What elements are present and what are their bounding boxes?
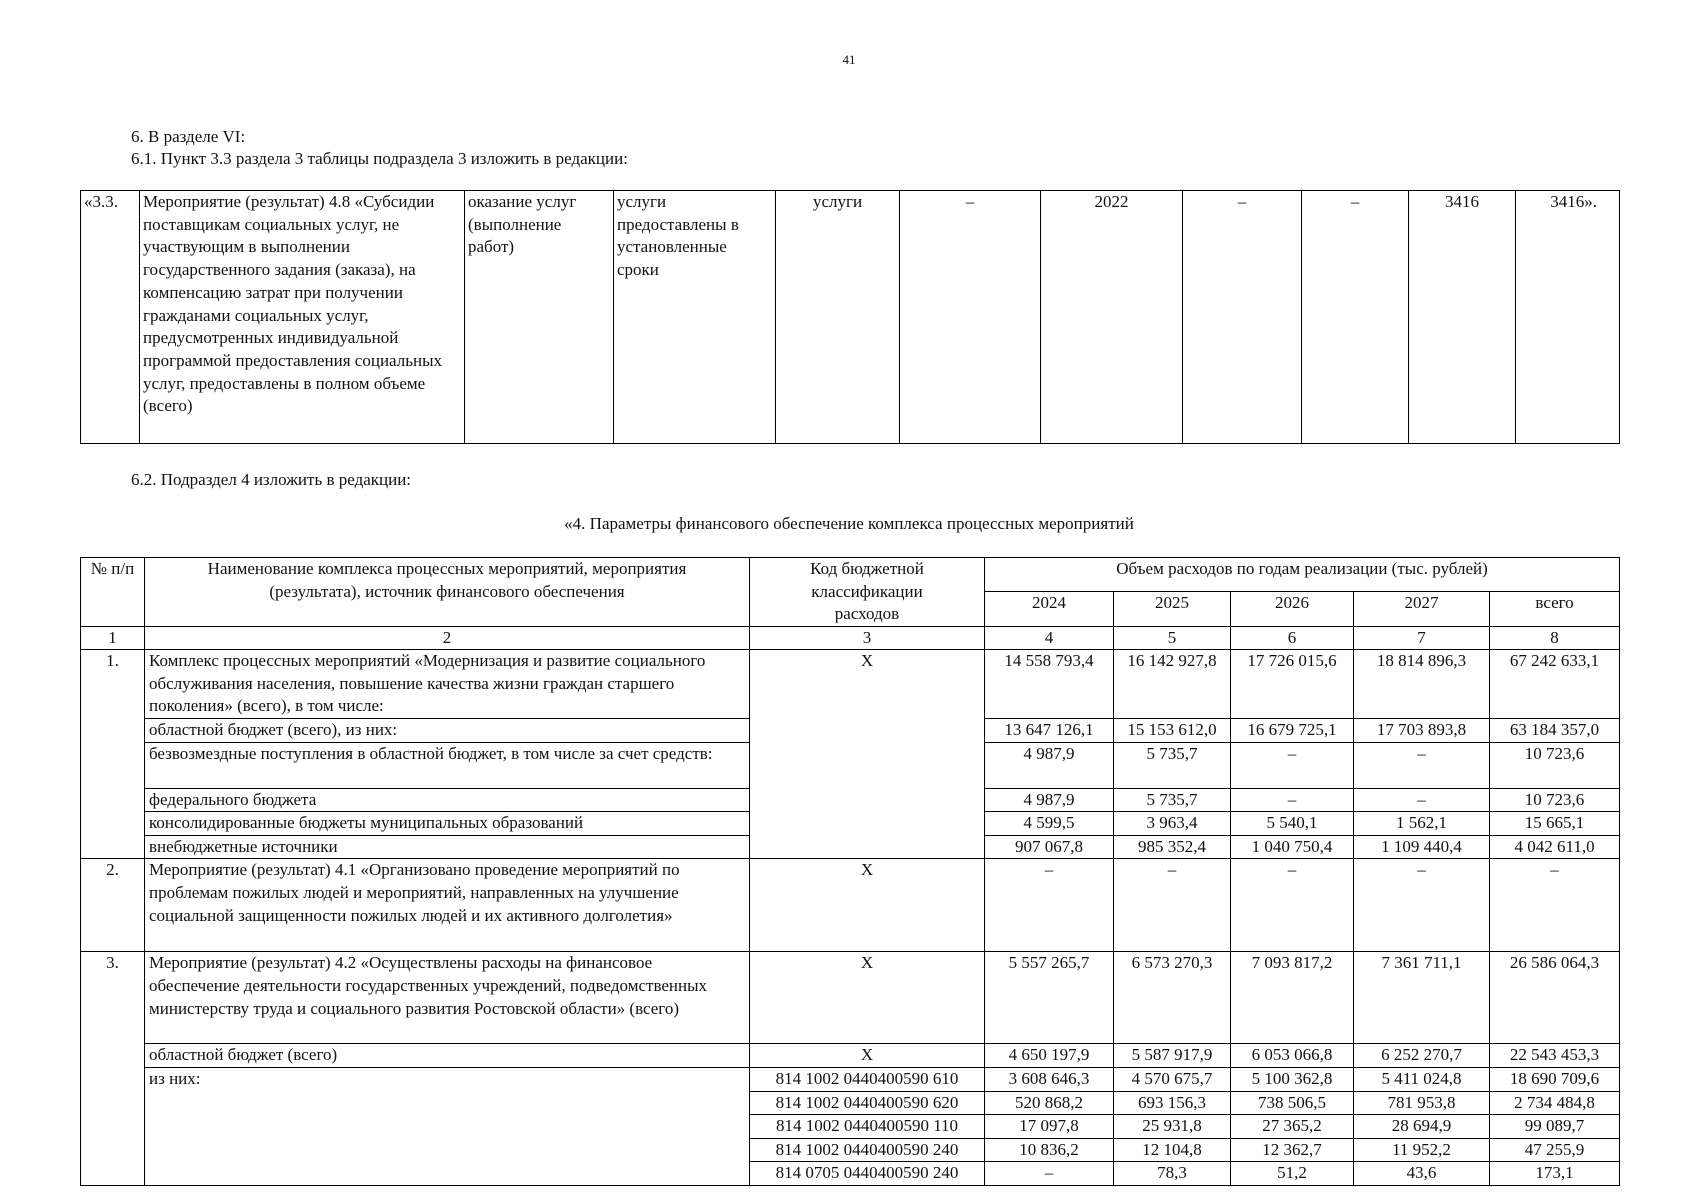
table-row <box>81 191 1620 444</box>
value-2025: 5 735,7 <box>1114 742 1231 788</box>
row-number: 1. <box>81 650 145 859</box>
value-2027: 17 703 893,8 <box>1354 719 1490 743</box>
value-2026: – <box>1231 742 1354 788</box>
column-number-row <box>81 626 1620 650</box>
value-total: – <box>1490 859 1620 952</box>
value-2025: 4 570 675,7 <box>1114 1068 1231 1092</box>
col-number: 1 <box>81 626 145 650</box>
value-2024: 17 097,8 <box>985 1115 1114 1139</box>
value-2025: 5 587 917,9 <box>1114 1044 1231 1068</box>
row-code: 814 1002 0440400590 610 <box>750 1068 985 1092</box>
value-total: 63 184 357,0 <box>1490 719 1620 743</box>
value-2025: 16 142 927,8 <box>1114 650 1231 719</box>
value-2026: 1 040 750,4 <box>1231 835 1354 859</box>
value-2027: 18 814 896,3 <box>1354 650 1490 719</box>
value-2024: 4 599,5 <box>985 812 1114 836</box>
value-total: 10 723,6 <box>1490 788 1620 812</box>
value-2027: – <box>1354 788 1490 812</box>
value-2025: 5 735,7 <box>1114 788 1231 812</box>
row-code: 814 1002 0440400590 620 <box>750 1091 985 1115</box>
header-row <box>81 558 1620 592</box>
paragraph-6-1: 6.1. Пункт 3.3 раздела 3 таблицы подраздела 3 изложить в редакции: <box>131 149 628 168</box>
value-2027: 28 694,9 <box>1354 1115 1490 1139</box>
header-total: всего <box>1490 592 1620 626</box>
row-number: 3. <box>81 952 145 1186</box>
value-2026: 16 679 725,1 <box>1231 719 1354 743</box>
header-num: № п/п <box>81 558 145 627</box>
col-number: 7 <box>1354 626 1490 650</box>
table-row <box>81 1044 1620 1068</box>
value-2024: – <box>985 859 1114 952</box>
section-heading: 6. В разделе VI: <box>131 127 246 146</box>
value-2025: 693 156,3 <box>1114 1091 1231 1115</box>
row-name: Комплекс процессных мероприятий «Модернизация и развитие социального обслуживания населения, повышение качества жизни граждан старшего поколения» (всего), в том числе: <box>145 650 750 719</box>
value-2027: 1 109 440,4 <box>1354 835 1490 859</box>
value-2027: 7 361 711,1 <box>1354 952 1490 1044</box>
cell-10: 3416 <box>1409 191 1516 444</box>
header-year-2026: 2026 <box>1231 592 1354 626</box>
value-2027: – <box>1354 742 1490 788</box>
value-2024: 10 836,2 <box>985 1138 1114 1162</box>
value-2027: 43,6 <box>1354 1162 1490 1186</box>
measure-name: Мероприятие (результат) 4.8 «Субсидии поставщикам социальных услуг, не участвующим в выполнении государственного задания (заказа), на компенсацию затрат при получении гражданами социальных услуг, предусмотренных индивидуальной программой предоставления социальных услуг, предоставлены в полном объеме (всего) <box>140 191 465 444</box>
value-2027: 6 252 270,7 <box>1354 1044 1490 1068</box>
value-2027: 1 562,1 <box>1354 812 1490 836</box>
value-2025: 3 963,4 <box>1114 812 1231 836</box>
value-total: 26 586 064,3 <box>1490 952 1620 1044</box>
paragraph-6-2: 6.2. Подраздел 4 изложить в редакции: <box>131 470 412 489</box>
row-name: внебюджетные источники <box>145 835 750 859</box>
value-2026: 17 726 015,6 <box>1231 650 1354 719</box>
row-name: федерального бюджета <box>145 788 750 812</box>
col-number: 3 <box>750 626 985 650</box>
col-number: 2 <box>145 626 750 650</box>
cell-11: 3416». <box>1516 191 1620 444</box>
value-2024: 14 558 793,4 <box>985 650 1114 719</box>
value-2025: – <box>1114 859 1231 952</box>
measure-type: оказание услуг (выполнение работ) <box>465 191 614 444</box>
value-2027: – <box>1354 859 1490 952</box>
row-name: Мероприятие (результат) 4.2 «Осуществлены расходы на финансовое обеспечение деятельности государственных учреждений, подведомственных министерству труда и социального развития Ростовской области» (всего) <box>145 952 750 1044</box>
value-2026: 27 365,2 <box>1231 1115 1354 1139</box>
value-2024: 4 987,9 <box>985 742 1114 788</box>
header-year-2025: 2025 <box>1114 592 1231 626</box>
value-2024: 5 557 265,7 <box>985 952 1114 1044</box>
value-2027: 781 953,8 <box>1354 1091 1490 1115</box>
col-number: 5 <box>1114 626 1231 650</box>
measure-characteristic: услуги предоставлены в установленные сроки <box>614 191 776 444</box>
value-2024: – <box>985 1162 1114 1186</box>
row-name: Мероприятие (результат) 4.1 «Организовано проведение мероприятий по проблемам пожилых людей и мероприятий, направленных на улучшение социальной защищенности пожилых людей и их активного долголетия» <box>145 859 750 952</box>
value-total: 10 723,6 <box>1490 742 1620 788</box>
row-code: Х <box>750 859 985 952</box>
row-name: безвозмездные поступления в областной бюджет, в том числе за счет средств: <box>145 742 750 788</box>
value-2025: 15 153 612,0 <box>1114 719 1231 743</box>
financing-table <box>80 557 1620 1186</box>
header-year-2027: 2027 <box>1354 592 1490 626</box>
row-name: областной бюджет (всего), из них: <box>145 719 750 743</box>
row-code: 814 0705 0440400590 240 <box>750 1162 985 1186</box>
value-2026: 5 100 362,8 <box>1231 1068 1354 1092</box>
table-title: «4. Параметры финансового обеспечение комплекса процессных мероприятий <box>564 514 1134 533</box>
header-volume: Объем расходов по годам реализации (тыс. рублей) <box>985 558 1620 592</box>
row-code: Х <box>750 650 985 859</box>
value-2025: 78,3 <box>1114 1162 1231 1186</box>
table-row <box>81 859 1620 952</box>
value-total: 22 543 453,3 <box>1490 1044 1620 1068</box>
value-2025: 6 573 270,3 <box>1114 952 1231 1044</box>
table-row <box>81 1068 1620 1092</box>
value-2025: 25 931,8 <box>1114 1115 1231 1139</box>
value-total: 2 734 484,8 <box>1490 1091 1620 1115</box>
value-total: 173,1 <box>1490 1162 1620 1186</box>
value-2026: 12 362,7 <box>1231 1138 1354 1162</box>
value-2024: 3 608 646,3 <box>985 1068 1114 1092</box>
value-2026: 51,2 <box>1231 1162 1354 1186</box>
row-name: консолидированные бюджеты муниципальных образований <box>145 812 750 836</box>
header-code: Код бюджетной классификации расходов <box>750 558 985 627</box>
value-2024: 13 647 126,1 <box>985 719 1114 743</box>
col-number: 4 <box>985 626 1114 650</box>
row-name: областной бюджет (всего) <box>145 1044 750 1068</box>
value-2026: 738 506,5 <box>1231 1091 1354 1115</box>
value-total: 47 255,9 <box>1490 1138 1620 1162</box>
table-row <box>81 952 1620 1044</box>
value-total: 18 690 709,6 <box>1490 1068 1620 1092</box>
header-year-2024: 2024 <box>985 592 1114 626</box>
value-2026: 6 053 066,8 <box>1231 1044 1354 1068</box>
row-code: Х <box>750 952 985 1044</box>
table-item-3-3 <box>80 190 1620 444</box>
cell-6: – <box>900 191 1041 444</box>
value-2024: 4 650 197,9 <box>985 1044 1114 1068</box>
row-number: 2. <box>81 859 145 952</box>
value-2025: 12 104,8 <box>1114 1138 1231 1162</box>
value-2027: 5 411 024,8 <box>1354 1068 1490 1092</box>
value-2026: 5 540,1 <box>1231 812 1354 836</box>
value-2026: – <box>1231 788 1354 812</box>
cell-9: – <box>1302 191 1409 444</box>
value-2024: 4 987,9 <box>985 788 1114 812</box>
value-2025: 985 352,4 <box>1114 835 1231 859</box>
value-2027: 11 952,2 <box>1354 1138 1490 1162</box>
header-name: Наименование комплекса процессных мероприятий, мероприятия (результата), источник финансового обеспечения <box>145 558 750 627</box>
value-2024: 907 067,8 <box>985 835 1114 859</box>
value-total: 67 242 633,1 <box>1490 650 1620 719</box>
row-code: 814 1002 0440400590 240 <box>750 1138 985 1162</box>
row-name: из них: <box>145 1068 750 1186</box>
value-total: 15 665,1 <box>1490 812 1620 836</box>
unit-cell: услуги <box>776 191 900 444</box>
row-number: «3.3. <box>81 191 140 444</box>
value-2026: 7 093 817,2 <box>1231 952 1354 1044</box>
row-code: Х <box>750 1044 985 1068</box>
value-2026: – <box>1231 859 1354 952</box>
page-number: 41 <box>842 52 856 67</box>
cell-8: – <box>1183 191 1302 444</box>
table-row <box>81 650 1620 719</box>
col-number: 8 <box>1490 626 1620 650</box>
value-total: 99 089,7 <box>1490 1115 1620 1139</box>
row-code: 814 1002 0440400590 110 <box>750 1115 985 1139</box>
cell-7: 2022 <box>1041 191 1183 444</box>
value-total: 4 042 611,0 <box>1490 835 1620 859</box>
col-number: 6 <box>1231 626 1354 650</box>
value-2024: 520 868,2 <box>985 1091 1114 1115</box>
